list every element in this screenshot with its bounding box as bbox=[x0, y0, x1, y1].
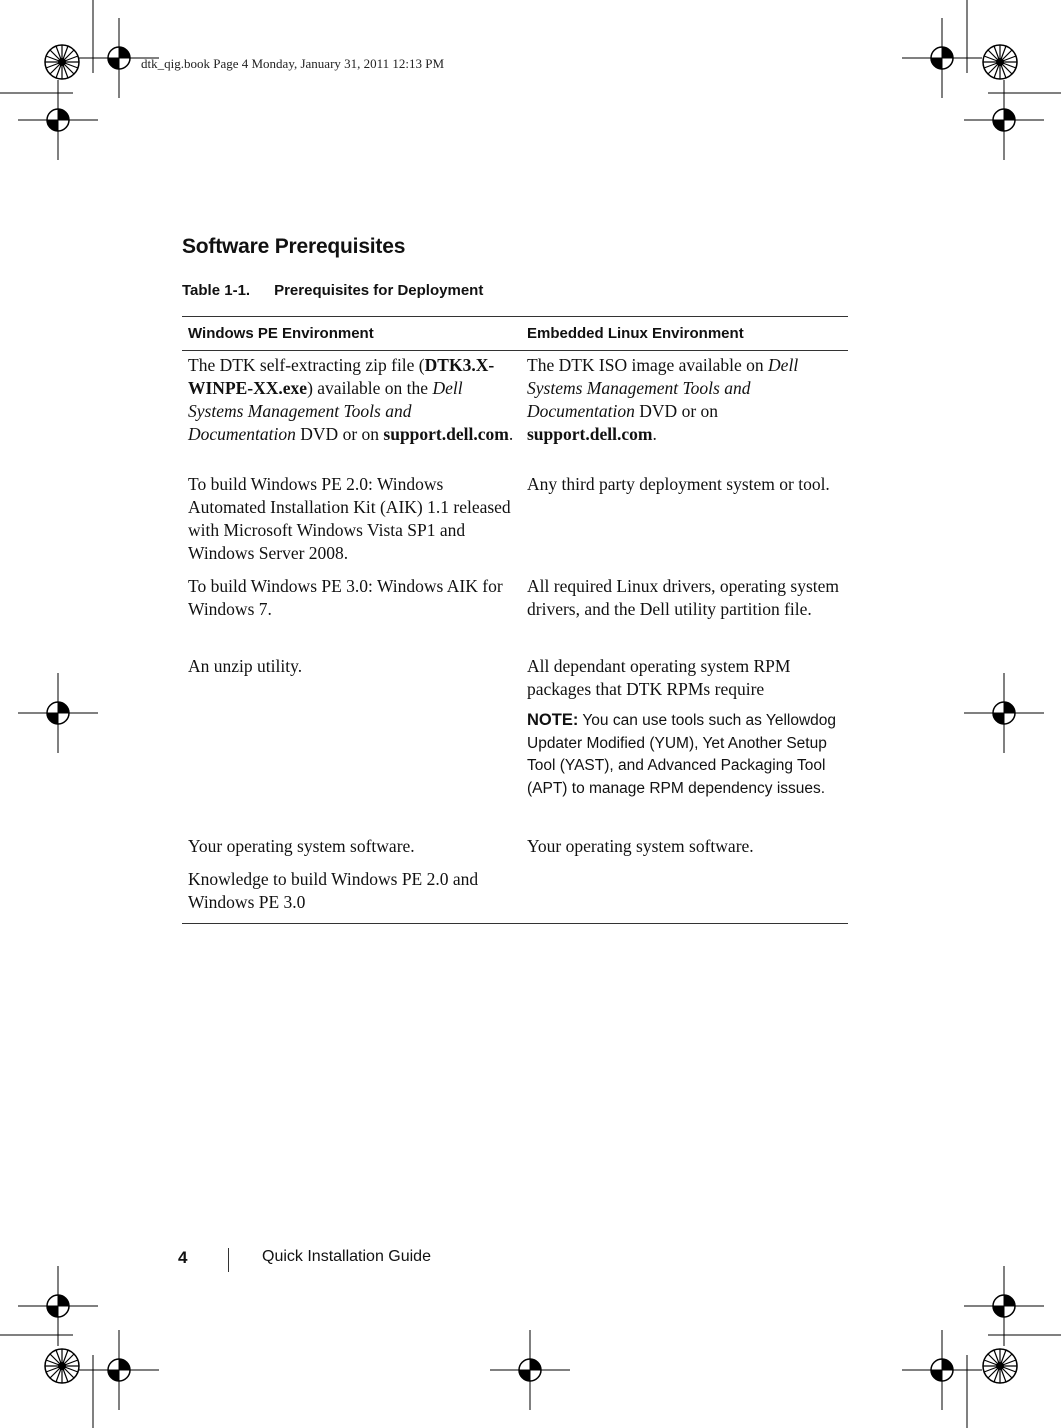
cell-text: DVD or on bbox=[634, 401, 719, 421]
cell-text: All dependant operating system RPM packages that DTK RPMs require bbox=[527, 656, 791, 699]
cell-embedded-linux bbox=[521, 354, 848, 446]
cell-text: The DTK self-extracting zip file ( bbox=[188, 355, 425, 375]
note-text: You can use tools such as Yellowdog Updater Modified (YUM), Yet Another Setup Tool (YAST), and Advanced Packaging Tool (APT) to manage RPM dependency issues. bbox=[527, 712, 837, 797]
cell-windows-pe: To build Windows PE 3.0: Windows AIK for Windows 7. bbox=[188, 576, 503, 619]
table-row bbox=[182, 835, 848, 868]
filename-text: DTK3.X-WINPE-XX.exe bbox=[188, 355, 495, 398]
page-number: 4 bbox=[178, 1248, 188, 1267]
table-row bbox=[182, 351, 848, 473]
cell-text: ) available on the bbox=[307, 378, 433, 398]
cell-windows-pe: Your operating system software. bbox=[188, 836, 415, 856]
table-row bbox=[182, 655, 848, 835]
note-block bbox=[527, 709, 848, 800]
cell-embedded-linux: Your operating system software. bbox=[527, 836, 754, 856]
support-site-text: support.dell.com bbox=[383, 424, 509, 444]
cell-windows-pe: Knowledge to build Windows PE 2.0 and Windows PE 3.0 bbox=[188, 869, 479, 912]
cell-windows-pe bbox=[182, 354, 521, 446]
cell-text: . bbox=[652, 424, 657, 444]
table-caption-label: Table 1-1. bbox=[182, 282, 251, 299]
cell-text: . bbox=[508, 424, 514, 444]
prerequisites-table bbox=[182, 316, 848, 924]
print-slug: dtk_qig.book Page 4 Monday, January 31, 2011 12:13 PM bbox=[141, 56, 445, 71]
table-row bbox=[182, 473, 848, 575]
table-header-row bbox=[182, 317, 848, 351]
table-caption-title: Prerequisites for Deployment bbox=[274, 282, 484, 299]
note-label: NOTE: bbox=[527, 711, 579, 729]
cell-text: The DTK ISO image available on bbox=[527, 355, 769, 375]
table-caption bbox=[182, 282, 483, 299]
table-row bbox=[182, 868, 848, 923]
section-title: Software Prerequisites bbox=[182, 235, 406, 258]
guide-title: Quick Installation Guide bbox=[262, 1248, 431, 1265]
header-embedded-linux: Embedded Linux Environment bbox=[527, 325, 744, 342]
media-title-text: Dell Systems Management Tools and Documentation bbox=[527, 355, 799, 421]
support-site-text: support.dell.com bbox=[527, 424, 653, 444]
cell-windows-pe: To build Windows PE 2.0: Windows Automated Installation Kit (AIK) 1.1 released with Microsoft Windows Vista SP1 and Windows Server 2008. bbox=[188, 474, 511, 563]
footer-divider bbox=[228, 1248, 229, 1272]
cell-embedded-linux: All required Linux drivers, operating system drivers, and the Dell utility partition file. bbox=[527, 576, 840, 619]
cell-windows-pe: An unzip utility. bbox=[188, 656, 303, 676]
table-row bbox=[182, 575, 848, 655]
page-footer bbox=[178, 1248, 431, 1268]
media-title-text: Dell Systems Management Tools and Documentation bbox=[188, 378, 463, 444]
cell-embedded-linux: Any third party deployment system or tool. bbox=[527, 474, 830, 494]
cell-text: DVD or on bbox=[295, 424, 384, 444]
cell-embedded-linux bbox=[521, 655, 848, 800]
header-windows-pe: Windows PE Environment bbox=[188, 325, 374, 342]
